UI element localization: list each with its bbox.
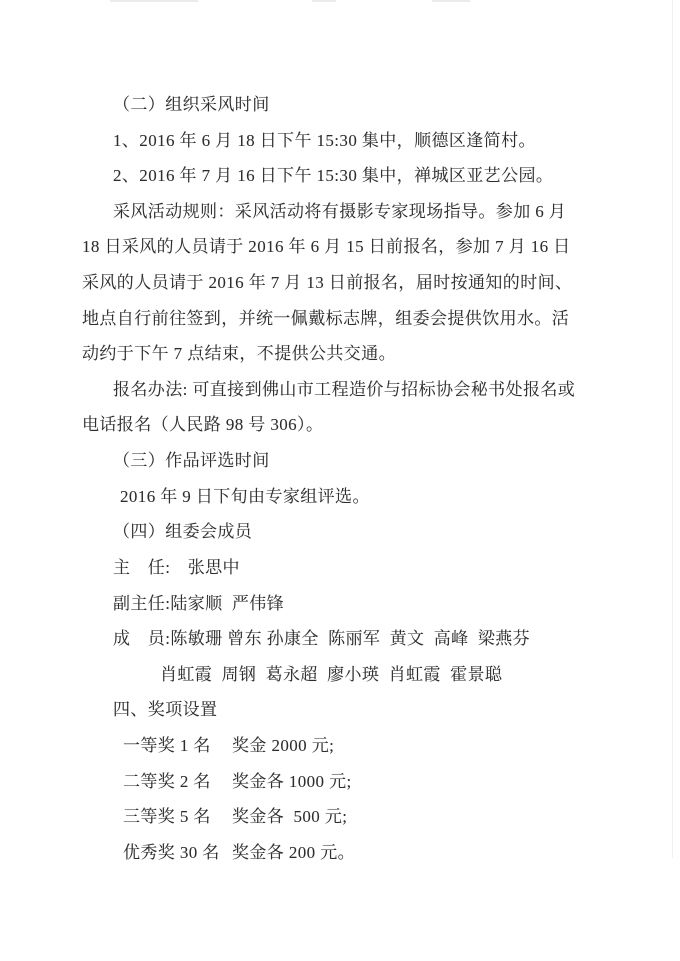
rules-line-4-text: 地点自行前往签到，并统一佩戴标志牌，组委会提供饮用水。活 bbox=[82, 308, 570, 328]
evaluation-date-line bbox=[82, 479, 612, 515]
evaluation-date-text: 2016 年 9 日下旬由专家组评选。 bbox=[120, 486, 370, 506]
schedule-item-2-text: 2、2016 年 7 月 16 日下午 15:30 集中，禅城区亚艺公园。 bbox=[113, 166, 554, 186]
heading-committee-members bbox=[82, 514, 612, 550]
schedule-item-1-text: 1、2016 年 6 月 18 日下午 15:30 集中，顺德区逢简村。 bbox=[113, 130, 536, 150]
prize-item-third bbox=[82, 799, 612, 835]
registration-line-2-text: 电话报名（人民路 98 号 306）。 bbox=[82, 415, 324, 435]
prize-excellence-label: 优秀奖 30 名 bbox=[123, 842, 220, 862]
rules-line-1-text: 采风活动规则：采风活动将有摄影专家现场指导。参加 6 月 bbox=[113, 201, 567, 221]
rules-line-3-text: 采风的人员请于 2016 年 7 月 13 日前报名，届时按通知的时间、 bbox=[82, 273, 573, 293]
prize-second-value: 奖金各 1000 元; bbox=[232, 771, 352, 791]
committee-director-line bbox=[82, 550, 612, 586]
scan-artifact-top-2 bbox=[312, 0, 336, 2]
heading-evaluation-time bbox=[82, 443, 612, 479]
prize-third-value: 奖金各 500 元; bbox=[232, 807, 348, 827]
committee-members-line-1-text: 成 员:陈敏珊 曾东 孙康全 陈丽军 黄文 高峰 梁燕芬 bbox=[113, 629, 531, 649]
rules-line-5-text: 动约于下午 7 点结束，不提供公共交通。 bbox=[82, 344, 396, 364]
rules-paragraph-line-2 bbox=[82, 229, 612, 265]
scan-artifact-right-edge bbox=[672, 0, 673, 858]
prize-first-label: 一等奖 1 名 bbox=[123, 735, 211, 755]
rules-paragraph-line-1 bbox=[82, 194, 612, 230]
registration-line-1 bbox=[82, 372, 612, 408]
heading-organize-time bbox=[82, 87, 612, 123]
committee-members-line-2-text: 肖虹霞 周钢 葛永超 廖小瑛 肖虹霞 霍景聪 bbox=[160, 664, 503, 684]
prize-item-second bbox=[82, 764, 612, 800]
committee-director-text: 主 任: 张思中 bbox=[113, 557, 240, 577]
prize-excellence-value: 奖金各 200 元。 bbox=[232, 842, 355, 862]
prize-second-label: 二等奖 2 名 bbox=[123, 771, 211, 791]
heading-organize-time-text: （二）组织采风时间 bbox=[113, 95, 270, 114]
prize-item-first bbox=[82, 728, 612, 764]
committee-deputy-line bbox=[82, 586, 612, 622]
schedule-item-2 bbox=[82, 158, 612, 194]
heading-committee-members-text: （四）组委会成员 bbox=[113, 522, 253, 542]
committee-members-line-1 bbox=[82, 621, 612, 657]
committee-deputy-text: 副主任:陆家顺 严伟锋 bbox=[113, 593, 285, 613]
rules-paragraph-line-3 bbox=[82, 265, 612, 301]
schedule-item-1 bbox=[82, 123, 612, 159]
registration-line-2 bbox=[82, 407, 612, 443]
document-body bbox=[82, 87, 612, 870]
scan-artifact-top-3 bbox=[432, 0, 470, 2]
heading-evaluation-time-text: （三）作品评选时间 bbox=[113, 451, 270, 471]
rules-line-2-text: 18 日采风的人员请于 2016 年 6 月 15 日前报名，参加 7 月 16 日 bbox=[82, 237, 571, 257]
registration-line-1-text: 报名办法: 可直接到佛山市工程造价与招标协会秘书处报名或 bbox=[113, 379, 576, 399]
rules-paragraph-line-4 bbox=[82, 301, 612, 337]
scan-artifact-top-1 bbox=[110, 0, 198, 2]
heading-prizes bbox=[82, 692, 612, 728]
prize-third-label: 三等奖 5 名 bbox=[123, 807, 211, 827]
heading-prizes-text: 四、奖项设置 bbox=[113, 700, 218, 720]
prize-item-excellence bbox=[82, 835, 612, 871]
committee-members-line-2 bbox=[82, 657, 612, 693]
rules-paragraph-line-5 bbox=[82, 336, 612, 372]
prize-first-value: 奖金 2000 元; bbox=[232, 735, 335, 755]
